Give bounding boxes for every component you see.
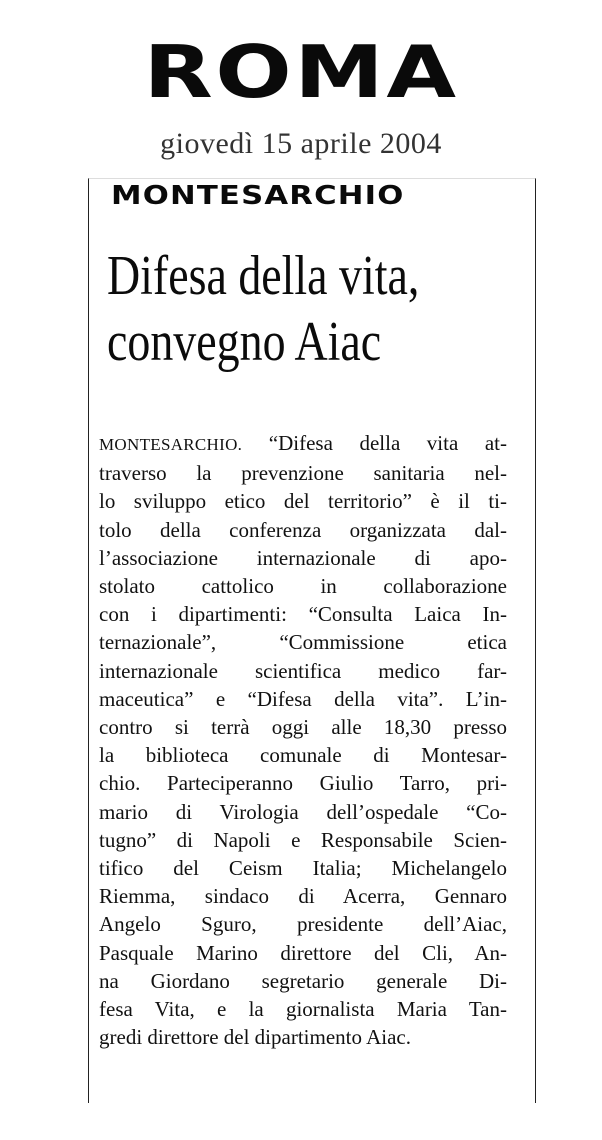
section-label: MONTESARCHIO — [111, 181, 405, 211]
article-headline — [107, 243, 460, 375]
body-line-text: “Difesa della vita at- — [242, 431, 507, 455]
body-line: contro si terrà oggi alle 18,30 presso — [99, 715, 507, 740]
body-line: Angelo Sguro, presidente dell’Aiac, — [99, 912, 507, 937]
body-line: fesa Vita, e la giornalista Maria Tan- — [99, 997, 507, 1022]
headline-line: Difesa della vita, — [107, 245, 420, 307]
body-line: con i dipartimenti: “Consulta Laica In- — [99, 602, 507, 627]
body-line: tugno” di Napoli e Responsabile Scien- — [99, 827, 507, 852]
article-dateline: MONTESARCHIO. — [99, 435, 243, 454]
body-line: traverso la prevenzione sanitaria nel- — [99, 461, 507, 486]
body-line: l’associazione internazionale di apo- — [99, 545, 507, 570]
body-line: Riemma, sindaco di Acerra, Gennaro — [99, 884, 507, 909]
body-line: lo sviluppo etico del territorio” è il ti- — [99, 489, 507, 514]
body-line: ternazionale”, “Commissione etica — [99, 630, 507, 655]
article-body — [99, 429, 507, 1051]
publication-date: giovedì 15 aprile 2004 — [160, 127, 442, 160]
body-line — [99, 429, 507, 459]
body-line: maceutica” e “Difesa della vita”. L’in- — [99, 686, 507, 711]
body-line: Pasquale Marino direttore del Cli, An- — [99, 940, 507, 965]
body-line: chio. Parteciperanno Giulio Tarro, pri- — [99, 771, 507, 796]
body-line: na Giordano segretario generale Di- — [99, 968, 507, 993]
headline-line: convegno Aiac — [107, 311, 382, 373]
body-line: internazionale scientifica medico far- — [99, 658, 507, 683]
body-line: la biblioteca comunale di Montesar- — [99, 743, 507, 768]
article-clipping — [88, 178, 536, 1103]
body-line: mario di Virologia dell’ospedale “Co- — [99, 799, 507, 824]
body-line: stolato cattolico in collaborazione — [99, 574, 507, 599]
body-line: gredi direttore del dipartimento Aiac. — [99, 1025, 411, 1050]
body-line: tolo della conferenza organizzata dal- — [99, 517, 507, 542]
body-line: tifico del Ceism Italia; Michelangelo — [99, 856, 507, 881]
newspaper-masthead: ROMA — [143, 30, 459, 114]
